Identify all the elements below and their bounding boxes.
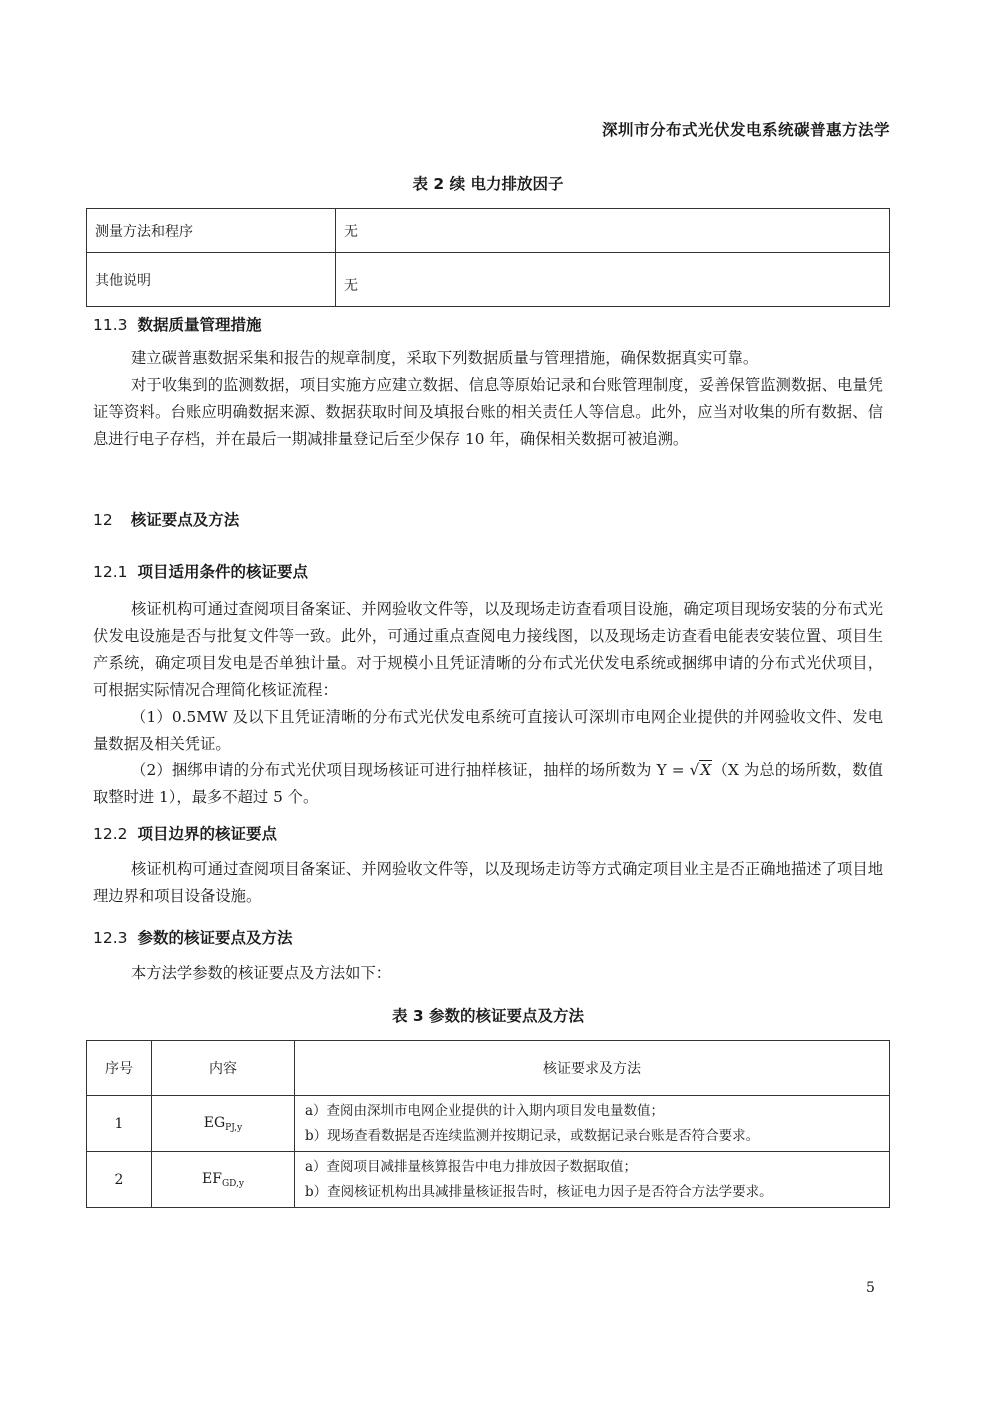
table-row bbox=[87, 209, 890, 253]
section-number: 12 bbox=[93, 511, 113, 529]
table-cell-parameter bbox=[152, 1096, 295, 1152]
sqrt-sign: √ bbox=[689, 761, 700, 779]
parameter-symbol: EG bbox=[203, 1114, 226, 1131]
section-12-1-heading bbox=[93, 560, 308, 582]
section-title: 项目适用条件的核证要点 bbox=[137, 563, 309, 581]
table2-value-measurement-method: 无 bbox=[336, 209, 890, 253]
section-12-3-paragraph-1: 本方法学参数的核证要点及方法如下： bbox=[131, 964, 392, 982]
requirement-a: a）查阅由深圳市电网企业提供的计入期内项目发电量数值； bbox=[305, 1102, 665, 1119]
formula-variable: X bbox=[700, 761, 712, 779]
section-title: 参数的核证要点及方法 bbox=[137, 929, 293, 947]
formula-lhs: Y = bbox=[656, 761, 690, 779]
table3-parameter-verification bbox=[86, 1040, 890, 1208]
table-row bbox=[87, 1152, 890, 1208]
section-12-1-paragraph-2: （1）0.5MW 及以下且凭证清晰的分布式光伏发电系统可直接认可深圳市电网企业提供的并网验收文件、发电量数据及相关凭证。 bbox=[93, 708, 883, 753]
section-12-3-heading bbox=[93, 926, 293, 948]
section-title: 项目边界的核证要点 bbox=[137, 825, 278, 843]
table2-label-measurement-method: 测量方法和程序 bbox=[87, 209, 336, 253]
table-row bbox=[87, 253, 890, 307]
page-number: 5 bbox=[866, 1280, 875, 1296]
table-row bbox=[87, 1096, 890, 1152]
table-cell-no: 1 bbox=[87, 1096, 152, 1152]
table2-caption: 表 2 续 电力排放因子 bbox=[412, 175, 564, 193]
parameter-subscript: PJ,y bbox=[225, 1122, 243, 1133]
parameter-symbol: EF bbox=[202, 1170, 222, 1187]
table-header-row bbox=[87, 1041, 890, 1096]
table-header-no: 序号 bbox=[87, 1041, 152, 1096]
section-12-1-paragraph-3 bbox=[93, 757, 883, 811]
table2-electricity-emission-factor bbox=[86, 208, 890, 307]
table2-value-other-notes: 无 bbox=[336, 253, 890, 307]
table-cell-requirements bbox=[295, 1096, 890, 1152]
section-12-2-heading bbox=[93, 822, 277, 844]
section-11-3-paragraph-1: 建立碳普惠数据采集和报告的规章制度，采取下列数据质量与管理措施，确保数据真实可靠。 bbox=[131, 349, 759, 367]
section-12-1-paragraph-1: 核证机构可通过查阅项目备案证、并网验收文件等，以及现场走访查看项目设施，确定项目现场安装的分布式光伏发电设施是否与批复文件等一致。此外，可通过重点查阅电力接线图，以及现场走访查看电能表安装位置、项目生产系统，确定项目发电是否单独计量。对于规模小且凭证清晰的分布式光伏发电系统或捆绑申请的分布式光伏项目，可根据实际情况合理简化核证流程： bbox=[93, 600, 883, 699]
table3-caption: 表 3 参数的核证要点及方法 bbox=[391, 1007, 585, 1025]
table-header-requirements: 核证要求及方法 bbox=[295, 1041, 890, 1096]
table-cell-requirements bbox=[295, 1152, 890, 1208]
table-cell-parameter bbox=[152, 1152, 295, 1208]
section-number: 12.3 bbox=[93, 929, 128, 947]
paragraph-text: （2）捆绑申请的分布式光伏项目现场核证可进行抽样核证，抽样的场所数为 bbox=[131, 761, 657, 779]
section-title: 数据质量管理措施 bbox=[137, 316, 262, 334]
table-header-content: 内容 bbox=[152, 1041, 295, 1096]
section-number: 12.2 bbox=[93, 825, 128, 843]
section-title: 核证要点及方法 bbox=[130, 511, 240, 529]
table2-label-other-notes: 其他说明 bbox=[87, 253, 336, 307]
requirement-b: b）查阅核证机构出具减排量核证报告时，核证电力因子是否符合方法学要求。 bbox=[305, 1183, 773, 1200]
section-12-heading bbox=[93, 508, 239, 530]
section-number: 12.1 bbox=[93, 563, 128, 581]
document-header-title: 深圳市分布式光伏发电系统碳普惠方法学 bbox=[601, 121, 890, 139]
section-11-3-heading bbox=[93, 313, 262, 335]
sampling-formula bbox=[657, 760, 713, 779]
section-12-2-paragraph-1: 核证机构可通过查阅项目备案证、并网验收文件等，以及现场走访等方式确定项目业主是否正确地描述了项目地理边界和项目设备设施。 bbox=[93, 860, 883, 905]
section-11-3-paragraph-2: 对于收集到的监测数据，项目实施方应建立数据、信息等原始记录和台账管理制度，妥善保管监测数据、电量凭证等资料。台账应明确数据来源、数据获取时间及填报台账的相关责任人等信息。此外，应当对收集的所有数据、信息进行电子存档，并在最后一期减排量登记后至少保存 10 年，确保相关数据可被追溯。 bbox=[93, 376, 883, 448]
table-cell-no: 2 bbox=[87, 1152, 152, 1208]
requirement-b: b）现场查看数据是否连续监测并按期记录，或数据记录台账是否符合要求。 bbox=[305, 1127, 760, 1144]
requirement-a: a）查阅项目减排量核算报告中电力排放因子数据取值； bbox=[305, 1158, 638, 1175]
sqrt-symbol bbox=[690, 760, 713, 779]
parameter-subscript: GD,y bbox=[221, 1178, 244, 1189]
paragraph-text: （X 为总的场所数，数值取整时进 1），最多不超过 5 个。 bbox=[93, 761, 883, 806]
section-number: 11.3 bbox=[93, 316, 128, 334]
